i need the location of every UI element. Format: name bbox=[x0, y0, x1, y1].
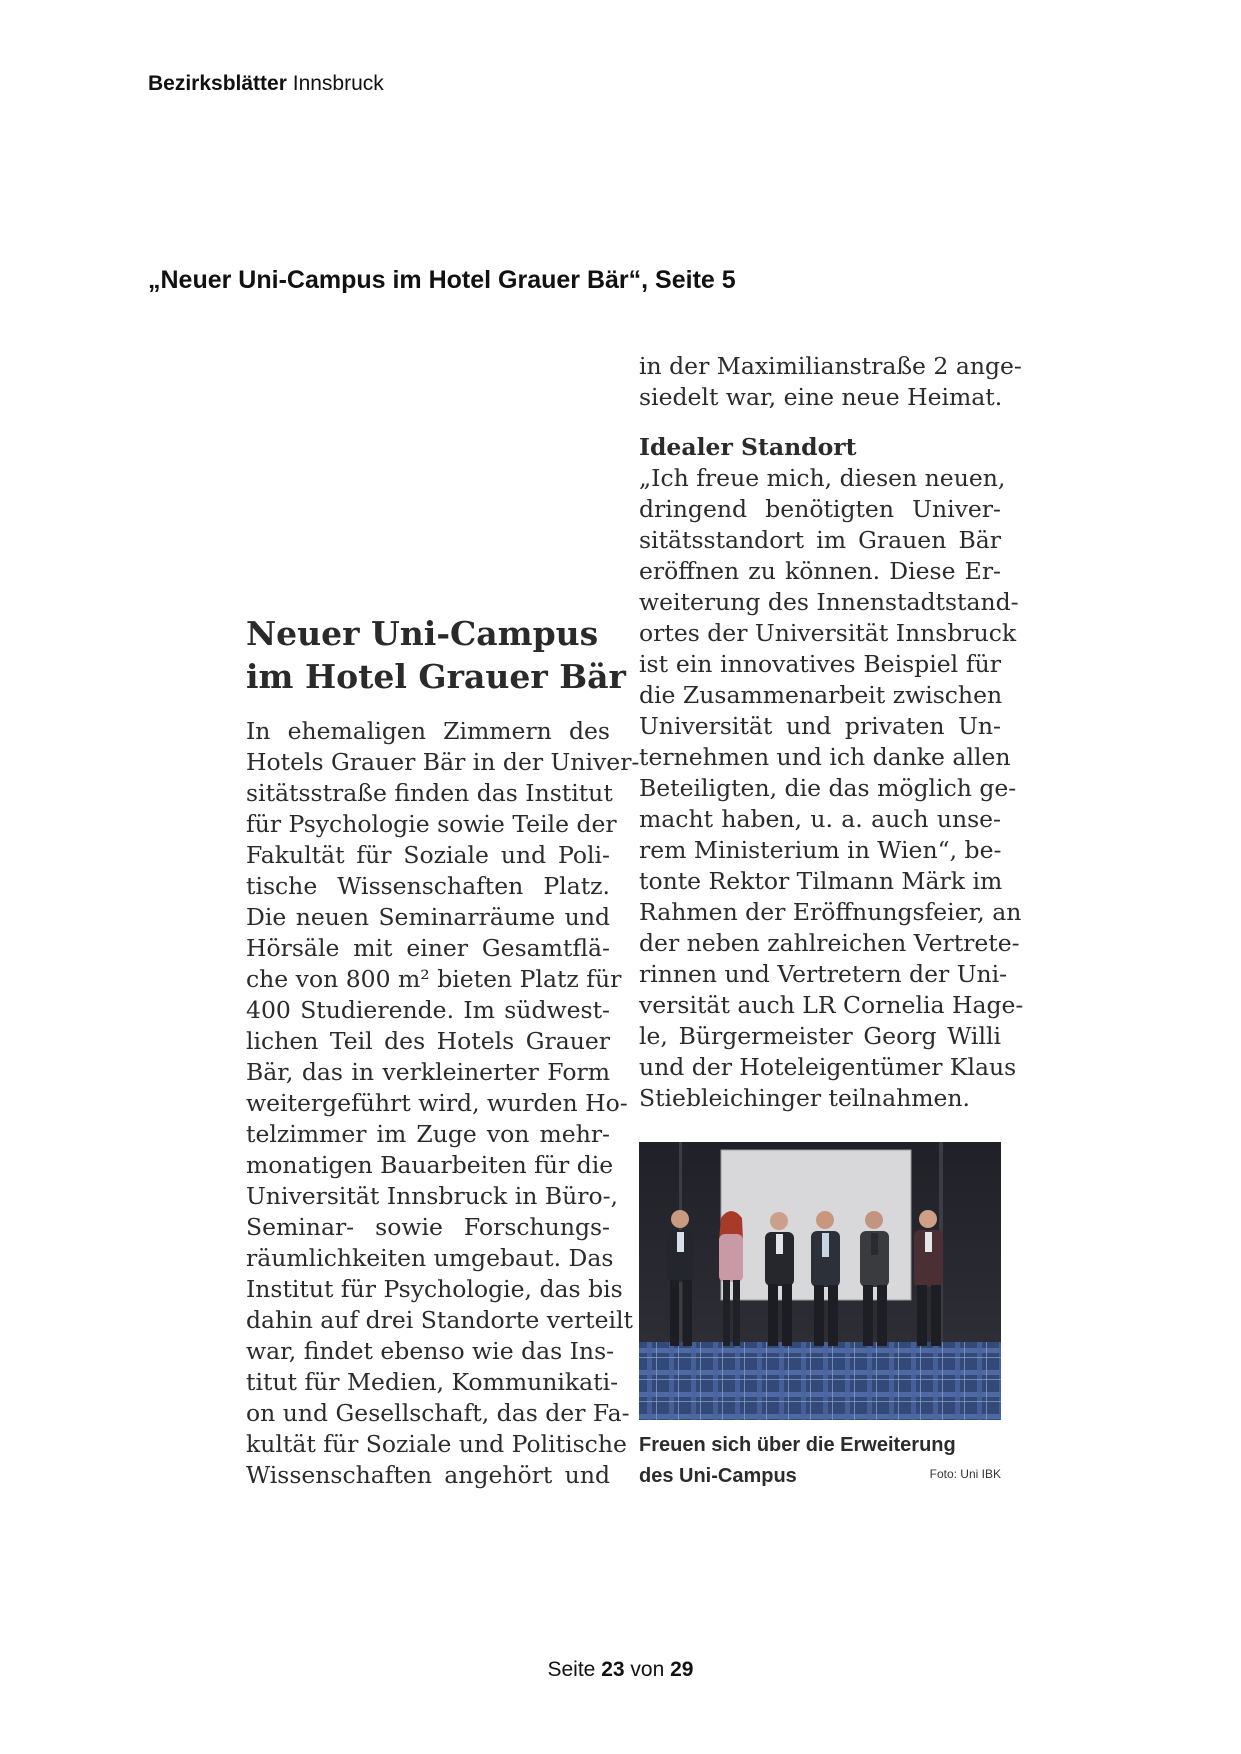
article-text-line: eröffnen zu können. Diese Er- bbox=[639, 557, 1001, 585]
headline-line: Neuer Uni-Campus bbox=[246, 614, 599, 653]
article-subheading: Idealer Standort bbox=[639, 433, 857, 461]
article-text-line: Universität Innsbruck in Büro-, bbox=[246, 1182, 619, 1210]
document-title: „Neuer Uni-Campus im Hotel Grauer Bär“, Seite 5 bbox=[148, 266, 736, 294]
article-text-line: Hotels Grauer Bär in der Univer- bbox=[246, 748, 640, 776]
caption-line: des Uni-Campus bbox=[639, 1465, 797, 1487]
article-text-line: ist ein innovatives Beispiel für bbox=[639, 650, 1001, 678]
article-text-line: titut für Medien, Kommunikati- bbox=[246, 1368, 619, 1396]
publication-name: Bezirksblätter bbox=[148, 72, 287, 95]
article-text-line: Hörsäle mit einer Gesamtflä- bbox=[246, 934, 610, 962]
article-text-line: rinnen und Vertretern der Uni- bbox=[639, 960, 1008, 988]
article-text-line: weitergeführt wird, wurden Ho- bbox=[246, 1089, 628, 1117]
right-column-intro bbox=[639, 351, 1022, 413]
article-text-line: Institut für Psychologie, das bis bbox=[246, 1275, 623, 1303]
article-text-line: Beteiligten, die das möglich ge- bbox=[639, 774, 1017, 802]
article-text-line: rem Ministerium in Wien“, be- bbox=[639, 836, 1002, 864]
article-text-line: monatigen Bauarbeiten für die bbox=[246, 1151, 614, 1179]
page-separator: von bbox=[630, 1658, 665, 1681]
article-right-column bbox=[639, 351, 1024, 1114]
article-text-line: Wissenschaften angehört und bbox=[246, 1461, 610, 1489]
article-text-line: in der Maximilianstraße 2 ange- bbox=[639, 352, 1022, 380]
article-text-line: Universität und privaten Un- bbox=[639, 712, 1001, 740]
article-text-line: räumlichkeiten umgebaut. Das bbox=[246, 1244, 614, 1272]
article-text-line: che von 800 m² bieten Platz für bbox=[246, 965, 622, 993]
article-text-line: die Zusammenarbeit zwischen bbox=[639, 681, 1003, 709]
article-text-line: dahin auf drei Standorte verteilt bbox=[246, 1306, 633, 1334]
total-page-count: 29 bbox=[670, 1658, 694, 1681]
article-text-line: on und Gesellschaft, das der Fa- bbox=[246, 1399, 630, 1427]
photo-credit: Foto: Uni IBK bbox=[929, 1467, 1001, 1481]
right-column-body bbox=[639, 463, 1024, 1114]
photo-caption bbox=[639, 1430, 1001, 1492]
article-text-line: sitätsstraße finden das Institut bbox=[246, 779, 613, 807]
article-text-line: tische Wissenschaften Platz. bbox=[246, 872, 610, 900]
article-text-line: ortes der Universität Innsbruck bbox=[639, 619, 1017, 647]
article-text-line: telzimmer im Zuge von mehr- bbox=[246, 1120, 610, 1148]
article-text-line: Stiebleichinger teilnahmen. bbox=[639, 1084, 971, 1112]
article-left-column bbox=[246, 716, 640, 1491]
caption-line: Freuen sich über die Erweiterung bbox=[639, 1434, 956, 1456]
current-page-number: 23 bbox=[601, 1658, 625, 1681]
article-text-line: In ehemaligen Zimmern des bbox=[246, 717, 610, 745]
page-header bbox=[148, 72, 384, 96]
article-text-line: und der Hoteleigentümer Klaus bbox=[639, 1053, 1017, 1081]
article-text-line: für Psychologie sowie Teile der bbox=[246, 810, 617, 838]
article-text-line: sitätsstandort im Grauen Bär bbox=[639, 526, 1001, 554]
article-text-line: Fakultät für Soziale und Poli- bbox=[246, 841, 610, 869]
article-text-line: Die neuen Seminarräume und bbox=[246, 903, 610, 931]
article-text-line: ternehmen und ich danke allen bbox=[639, 743, 1011, 771]
article-text-line: Rahmen der Eröffnungsfeier, an bbox=[639, 898, 1022, 926]
headline-line: im Hotel Grauer Bär bbox=[246, 657, 626, 696]
article-text-line: weiterung des Innenstadtstand- bbox=[639, 588, 1019, 616]
page-footer bbox=[0, 1658, 1241, 1682]
article-text-line: „Ich freue mich, diesen neuen, bbox=[639, 464, 1006, 492]
article-text-line: lichen Teil des Hotels Grauer bbox=[246, 1027, 610, 1055]
article-text-line: macht haben, u. a. auch unse- bbox=[639, 805, 1001, 833]
article-photo bbox=[639, 1142, 1001, 1420]
article-text-line: dringend benötigten Univer- bbox=[639, 495, 1001, 523]
article-text-line: siedelt war, eine neue Heimat. bbox=[639, 383, 1003, 411]
article-text-line: war, findet ebenso wie das Ins- bbox=[246, 1337, 615, 1365]
article-text-line: der neben zahlreichen Vertrete- bbox=[639, 929, 1020, 957]
article-text-line: le, Bürgermeister Georg Willi bbox=[639, 1022, 1001, 1050]
article-text-line: kultät für Soziale und Politische bbox=[246, 1430, 627, 1458]
article-text-line: 400 Studierende. Im südwest- bbox=[246, 996, 610, 1024]
article-text-line: Bär, das in verkleinerter Form bbox=[246, 1058, 610, 1086]
article-headline bbox=[246, 612, 626, 698]
publication-region: Innsbruck bbox=[292, 72, 384, 95]
article-text-line: Seminar- sowie Forschungs- bbox=[246, 1213, 610, 1241]
article-text-line: versität auch LR Cornelia Hage- bbox=[639, 991, 1024, 1019]
page-label: Seite bbox=[547, 1658, 596, 1681]
article-text-line: tonte Rektor Tilmann Märk im bbox=[639, 867, 1003, 895]
